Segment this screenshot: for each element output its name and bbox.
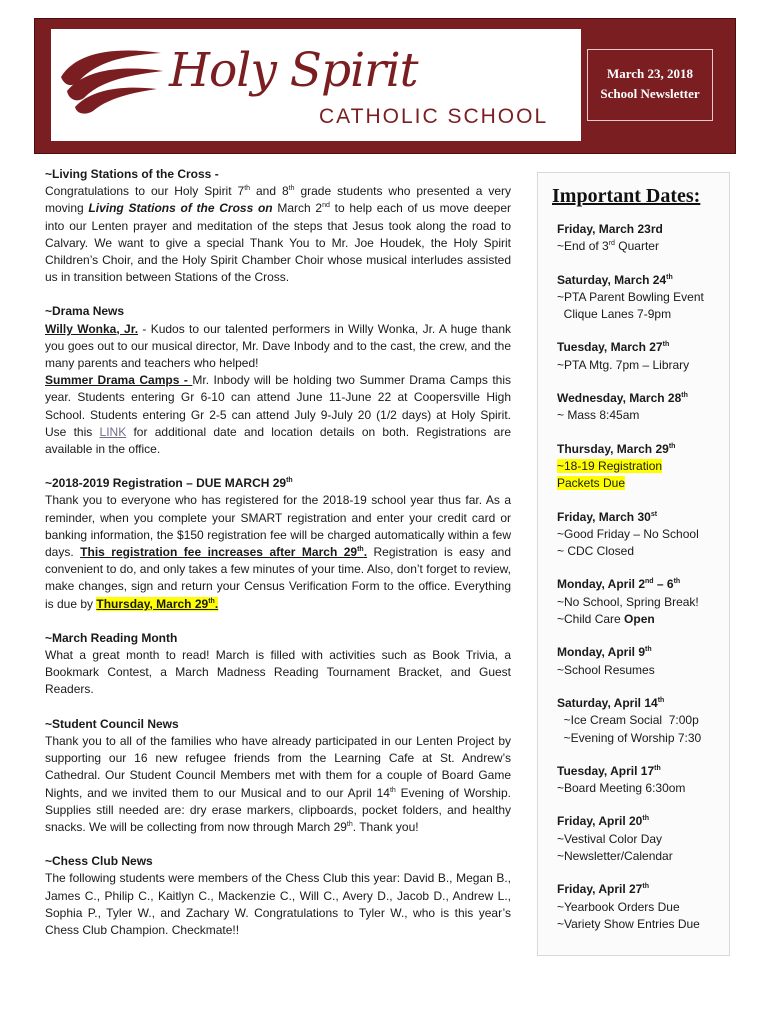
event-date: Tuesday, April 17th: [557, 763, 661, 778]
header-banner: [34, 18, 736, 154]
event-date: Saturday, April 14th: [557, 695, 665, 710]
event-line: ~Good Friday – No School: [557, 526, 699, 541]
section-body: Thank you to everyone who has registered for the 2018-19 school year thus far. As a reminder, when you complete your SMART registration and enter your credit card or banking information, the $150 registration fee will be charged automatically within a few days. This registration fee increases after March 29th. Registration is easy and convenient to do, and only takes a few minutes of your time. Also, don’t forget to review, make changes, sign and return your Census Verification Form to the office. Everything is due by Thursday, March 29th.: [45, 493, 512, 611]
section-living-stations: [45, 166, 511, 286]
due-date-highlight: Thursday, March 29th.: [96, 596, 219, 611]
event-date: Tuesday, March 27th: [557, 340, 670, 355]
section-chess: [45, 853, 511, 939]
section-body: The following students were members of the Chess Club this year: David B., Megan B., James C., Philip C., Kaitlyn C., Mackenzie C., Will C., Avery D., Jacob D., Andrew L., Sophia P., Tyler W., and Zachary W. Congratulations to Tyler W., who is this year’s Chess Club Champion. Checkmate!!: [45, 871, 511, 937]
event-line: ~Newsletter/Calendar: [557, 849, 673, 864]
event-date: Monday, April 2nd – 6th: [557, 577, 681, 592]
date-plate: [587, 49, 713, 121]
section-body: Thank you to all of the families who have already participated in our Lenten Project by supporting our 16 new refugee friends from the Learning Cafe at St. Andrew’s Cathedral. Our Student Council Members met with them for a couple of Board Game Nights, and we invited them to our Musical and to our April 14th Evening of Worship. Supplies still needed are: dry erase markers, clipboards, pocket folders, and healthy snacks. We will be collecting from now through March 29th. Thank you!: [45, 733, 511, 834]
event-date: Wednesday, March 28th: [557, 391, 688, 406]
event-item: [557, 339, 727, 374]
important-dates-sidebar: [537, 172, 730, 956]
logo-title: Holy Spirit: [169, 43, 418, 98]
section-body: What a great month to read! March is filled with activities such as Book Trivia, a Bookmark Contest, a March Madness Reading Tournament Bracket, and Guest Readers.: [45, 648, 511, 697]
event-line: ~PTA Mtg. 7pm – Library: [557, 357, 690, 372]
event-line: ~Variety Show Entries Due: [557, 916, 700, 931]
event-item: [557, 441, 727, 493]
event-line: ~Ice Cream Social 7:00p: [557, 713, 699, 728]
section-reading: [45, 630, 511, 699]
event-date: Monday, April 9th: [557, 645, 652, 660]
event-line: ~Vestival Color Day: [557, 831, 663, 846]
event-date: Friday, March 23rd: [557, 222, 663, 236]
section-heading: ~2018-2019 Registration – DUE MARCH 29th: [45, 476, 293, 491]
dove-flame-icon: [57, 47, 167, 117]
event-item: [557, 272, 727, 324]
event-date: Saturday, March 24th: [557, 272, 673, 287]
section-heading: ~Chess Club News: [45, 854, 153, 869]
section-student-council: [45, 716, 511, 836]
event-line: ~School Resumes: [557, 662, 655, 677]
section-drama: [45, 303, 511, 458]
section-body: Congratulations to our Holy Spirit 7th and 8th grade students who presented a very moving Living Stations of the Cross on March 2nd to help each of us move deeper into our Lenten prayer and meditation of the steps that Jesus took along the road to Calvary. We want to give a special Thank You to Mr. Joe Houdek, the Holy Spirit Children’s Choir, and the Holy Spirit Chamber Choir whose musical interludes assisted us in transition between Stations of the Cross.: [45, 184, 512, 285]
important-dates-title: Important Dates:: [552, 185, 701, 207]
event-line: ~End of 3rd Quarter: [557, 239, 659, 254]
main-column: [45, 166, 511, 956]
logo-subtitle: CATHOLIC SCHOOL: [319, 105, 549, 128]
section-body: Willy Wonka, Jr. - Kudos to our talented performers in Willy Wonka, Jr. A huge thank you goes out to our musical director, Mr. Dave Inbody and to the cast, the crew, and the many parents and teachers who helped!: [45, 321, 511, 371]
event-item: [557, 695, 727, 747]
newsletter-label: School Newsletter: [600, 86, 700, 101]
event-date: Thursday, March 29th: [557, 441, 676, 456]
newsletter-date: March 23, 2018: [606, 66, 694, 81]
section-body: Summer Drama Camps - Mr. Inbody will be holding two Summer Drama Camps this year. Students entering Gr 6-10 can attend June 11-June 22 at Coopersville High School. Students entering Gr 2-5 can attend July 9-July 20 (1/2 days) at Holy Spirit. Use this LINK for additional date and location details on both. Registrations are available in the office.: [45, 373, 511, 457]
section-heading: ~Living Stations of the Cross -: [45, 167, 219, 181]
event-item: [557, 763, 727, 798]
events-list: [557, 221, 727, 949]
event-line: ~ Mass 8:45am: [557, 408, 640, 423]
event-item: [557, 390, 727, 425]
event-line: ~ CDC Closed: [557, 544, 635, 559]
event-item: [557, 509, 727, 561]
school-logo: [51, 29, 581, 141]
event-line: ~Board Meeting 6:30om: [557, 781, 686, 796]
event-line: ~Child Care Open: [557, 612, 655, 627]
event-item: [557, 881, 727, 933]
section-heading: ~Drama News: [45, 304, 125, 319]
event-line: Packets Due: [557, 476, 626, 491]
event-date: Friday, April 27th: [557, 882, 649, 897]
event-date: Friday, March 30st: [557, 509, 658, 524]
event-date: Friday, April 20th: [557, 814, 649, 829]
event-item: [557, 576, 727, 628]
event-line: ~18-19 Registration: [557, 458, 663, 473]
event-line: Clique Lanes 7-9pm: [557, 307, 672, 322]
event-item: [557, 221, 727, 256]
section-registration: [45, 475, 511, 613]
event-line: ~Evening of Worship 7:30: [557, 730, 702, 745]
drama-camps-link[interactable]: LINK: [99, 424, 127, 439]
event-line: ~PTA Parent Bowling Event: [557, 289, 704, 304]
section-heading: ~March Reading Month: [45, 630, 178, 645]
section-heading: ~Student Council News: [45, 716, 179, 731]
event-item: [557, 644, 727, 679]
event-item: [557, 813, 727, 865]
event-line: ~No School, Spring Break!: [557, 594, 699, 609]
event-line: ~Yearbook Orders Due: [557, 899, 680, 914]
